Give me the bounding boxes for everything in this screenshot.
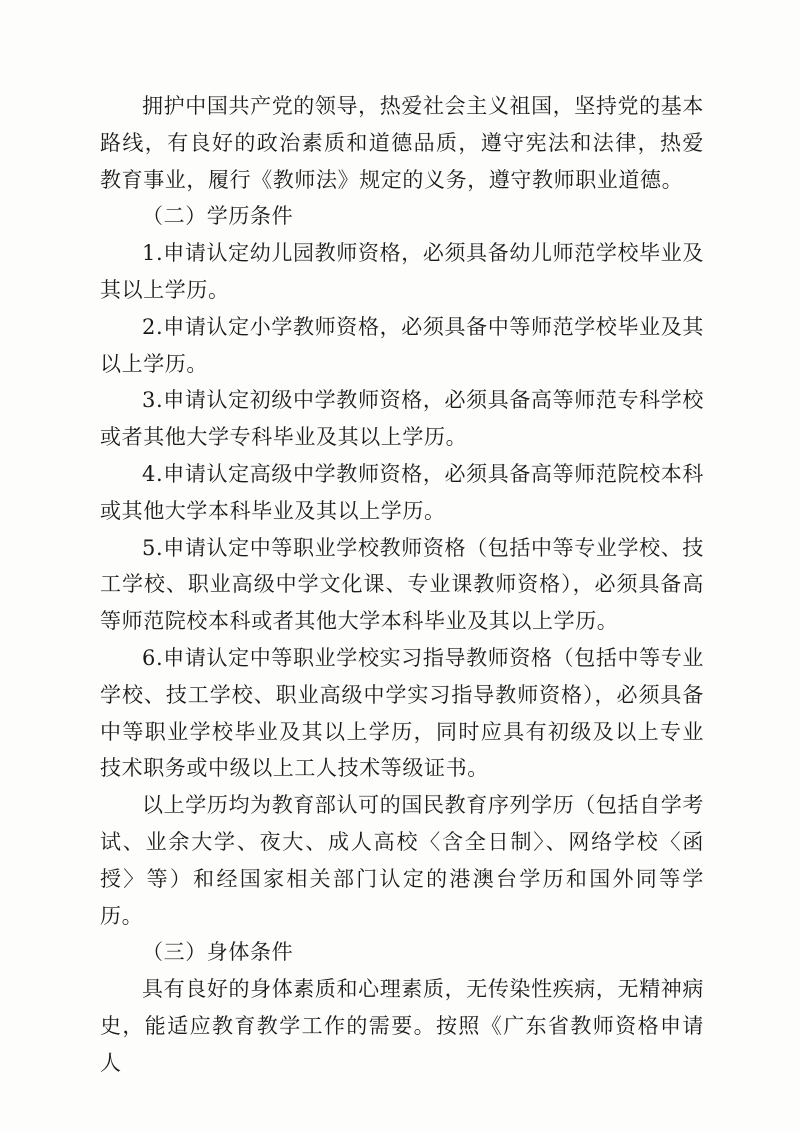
paragraph-political-requirements: 拥护中国共产党的领导，热爱社会主义祖国，坚持党的基本路线，有良好的政治素质和道德品质，遵守宪法和法律，热爱教育事业，履行《教师法》规定的义务，遵守教师职业道德。 <box>100 94 704 192</box>
paragraph-senior-high-school: 4.申请认定高级中学教师资格，必须具备高等师范院校本科或其他大学本科毕业及其以上学历。 <box>100 461 704 523</box>
paragraph-junior-middle-school: 3.申请认定初级中学教师资格，必须具备高等师范专科学校或者其他大学专科毕业及其以上学历。 <box>100 388 704 450</box>
paragraph-vocational-school: 5.申请认定中等职业学校教师资格（包括中等专业学校、技工学校、职业高级中学文化课、专业课教师资格），必须具备高等师范院校本科或者其他大学本科毕业及其以上学历。 <box>100 535 704 634</box>
section-heading-physical: （三）身体条件 <box>142 940 294 965</box>
paragraph-recognized-education: 以上学历均为教育部认可的国民教育序列学历（包括自学考试、业余大学、夜大、成人高校〈含全日制〉、网络学校〈函授〉等）和经国家相关部门认定的港澳台学历和国外同等学历。 <box>100 793 704 928</box>
section-heading-education: （二）学历条件 <box>142 204 294 229</box>
paragraph-vocational-practice-instructor: 6.申请认定中等职业学校实习指导教师资格（包括中等专业学校、技工学校、职业高级中学实习指导教师资格），必须具备中等职业学校毕业及其以上学历，同时应具有初级及以上专业技术职务或中级以上工人技术等级证书。 <box>100 645 704 781</box>
paragraph-kindergarten: 1.申请认定幼儿园教师资格，必须具备幼儿师范学校毕业及其以上学历。 <box>100 241 704 302</box>
document-body <box>100 88 704 1082</box>
paragraph-physical-requirements: 具有良好的身体素质和心理素质，无传染性疾病，无精神病史，能适应教育教学工作的需要。按照《广东省教师资格申请人 <box>100 977 704 1075</box>
paragraph-primary-school: 2.申请认定小学教师资格，必须具备中等师范学校毕业及其以上学历。 <box>100 314 704 376</box>
